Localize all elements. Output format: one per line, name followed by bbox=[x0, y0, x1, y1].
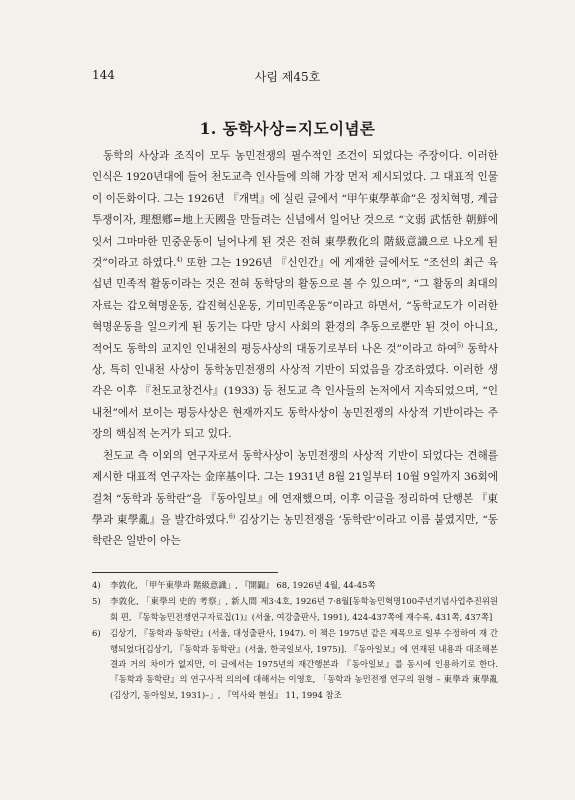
paragraph-text: 동학사상, 특히 인내천 사상이 동학농민전쟁의 사상적 기반이 되었음을 강조하였다. 이러한 생각은 이후 『천도교창건사』(1933) 등 천도교 측 인사들의 논저에서 지속되었으며, “인내천”에서 보이는 평등사상은 현재까지도 동학사상이 농민전쟁의 사상적 기반이라는 주장의 핵심적 논거가 되고 있다. bbox=[92, 342, 498, 441]
body-paragraph bbox=[92, 146, 498, 446]
paragraph-text: 동학의 사상과 조직이 모두 농민전쟁의 필수적인 조건이 되었다는 주장이다. 이러한 인식은 1920년대에 들어 천도교측 인사들에 의해 가장 먼저 제시되었다. 그 대표적 인물이 이돈화이다. 그는 1926년 『개벽』에 실린 글에서 “甲午東學革命”은 정치혁명, 계급투쟁이자, 理想鄕=地上天國을 만들려는 신념에서 일어난 것으로 “文弱 武恬한 朝鮮에 잇서 그마마한 민중운동이 닐어나게 된 것은 전혀 東學敎化의 階級意識으로 나오게 된 것”이라고 하였다. bbox=[92, 150, 498, 270]
footnote-reference: 4) bbox=[176, 256, 183, 264]
body-paragraph bbox=[92, 446, 498, 553]
paragraph-text: 김상기는 농민전쟁을 ‘동학란’이라고 이름 붙였지만, “동학란은 일반이 아는 bbox=[92, 513, 498, 548]
footnote-text: 李敦化, 「東學의 史的 考察」, 新人間 제3·4호, 1926년 7·8월[동학농민혁명100주년기념사업추진위원회 편, 『동학농민전쟁연구자료집(1)』(서울, 여강출판사, 1991), 424-437쪽에 재수록, 431쪽, 437쪽] bbox=[110, 596, 498, 622]
journal-title: 사림 제45호 bbox=[254, 70, 321, 84]
footnote-text: 李敦化, 「甲午東學과 階級意識」, 『開闢』 68, 1926년 4월, 44-45쪽 bbox=[110, 580, 376, 590]
footnote bbox=[92, 594, 498, 625]
footnote bbox=[92, 578, 498, 593]
footnote-number: 5) bbox=[92, 596, 101, 607]
running-header bbox=[92, 68, 483, 84]
footnote-divider bbox=[92, 572, 278, 573]
page-number: 144 bbox=[92, 68, 115, 82]
footnote-text: 김상기, 『동학과 동학란』(서울, 대성출판사, 1947). 이 책은 1975년 같은 제목으로 일부 수정하여 재 간행되었다[김상기, 『동학과 동학란』(서울, 한국일보사, 1975)]. 『동아일보』에 연재된 내용과 대조해본 결과 거의 차이가 없지만, 이 글에서는 1975년의 재간행본과 『동아일보』를 동시에 인용하기로 한다. 『동학과 동학란』의 연구사적 의의에 대해서는 이영호, 「동학과 농민전쟁 연구의 원형 – 東學과 東學亂(김상기, 동아일보, 1931)–」, 『역사와 현실』 11, 1994 참조 bbox=[110, 628, 498, 700]
paragraph-text: 천도교 측 이외의 연구자로서 동학사상이 농민전쟁의 사상적 기반이 되었다는 견해를 제시한 대표적 연구자는 金庠基이다. 그는 1931년 8월 21일부터 10월 9일까지 36회에 걸쳐 “동학과 동학란”을 『동아일보』에 연재했으며, 이후 이글을 정리하여 단행본 『東學과 東學亂』을 발간하였다. bbox=[92, 449, 498, 526]
footnote-number: 4) bbox=[92, 580, 101, 590]
section-title: 1. 동학사상=지도이념론 bbox=[199, 119, 376, 138]
footnotes bbox=[92, 578, 498, 704]
paragraph-text: 또한 그는 1926년 『신인간』에 게재한 글에서도 “조선의 최근 육십년 민족적 활동이라는 것은 전혀 동학당의 활동으로 볼 수 있으며”, “그 활동의 최대의 자료는 갑오혁명운동, 갑진혁신운동, 기미민족운동”이라고 하면서, “동학교도가 이러한 혁명운동을 일으키게 된 동기는 다만 당시 사회의 환경의 추동으로뿐만 된 것이 아니요, 적어도 동학의 교지인 인내천의 평등사상의 대동기로부터 나온 것”이라고 하여 bbox=[92, 257, 498, 355]
body-text bbox=[92, 146, 498, 553]
footnote bbox=[92, 626, 498, 703]
footnote-reference: 6) bbox=[229, 513, 236, 521]
footnote-reference: 5) bbox=[457, 342, 464, 350]
footnote-number: 6) bbox=[92, 628, 101, 639]
